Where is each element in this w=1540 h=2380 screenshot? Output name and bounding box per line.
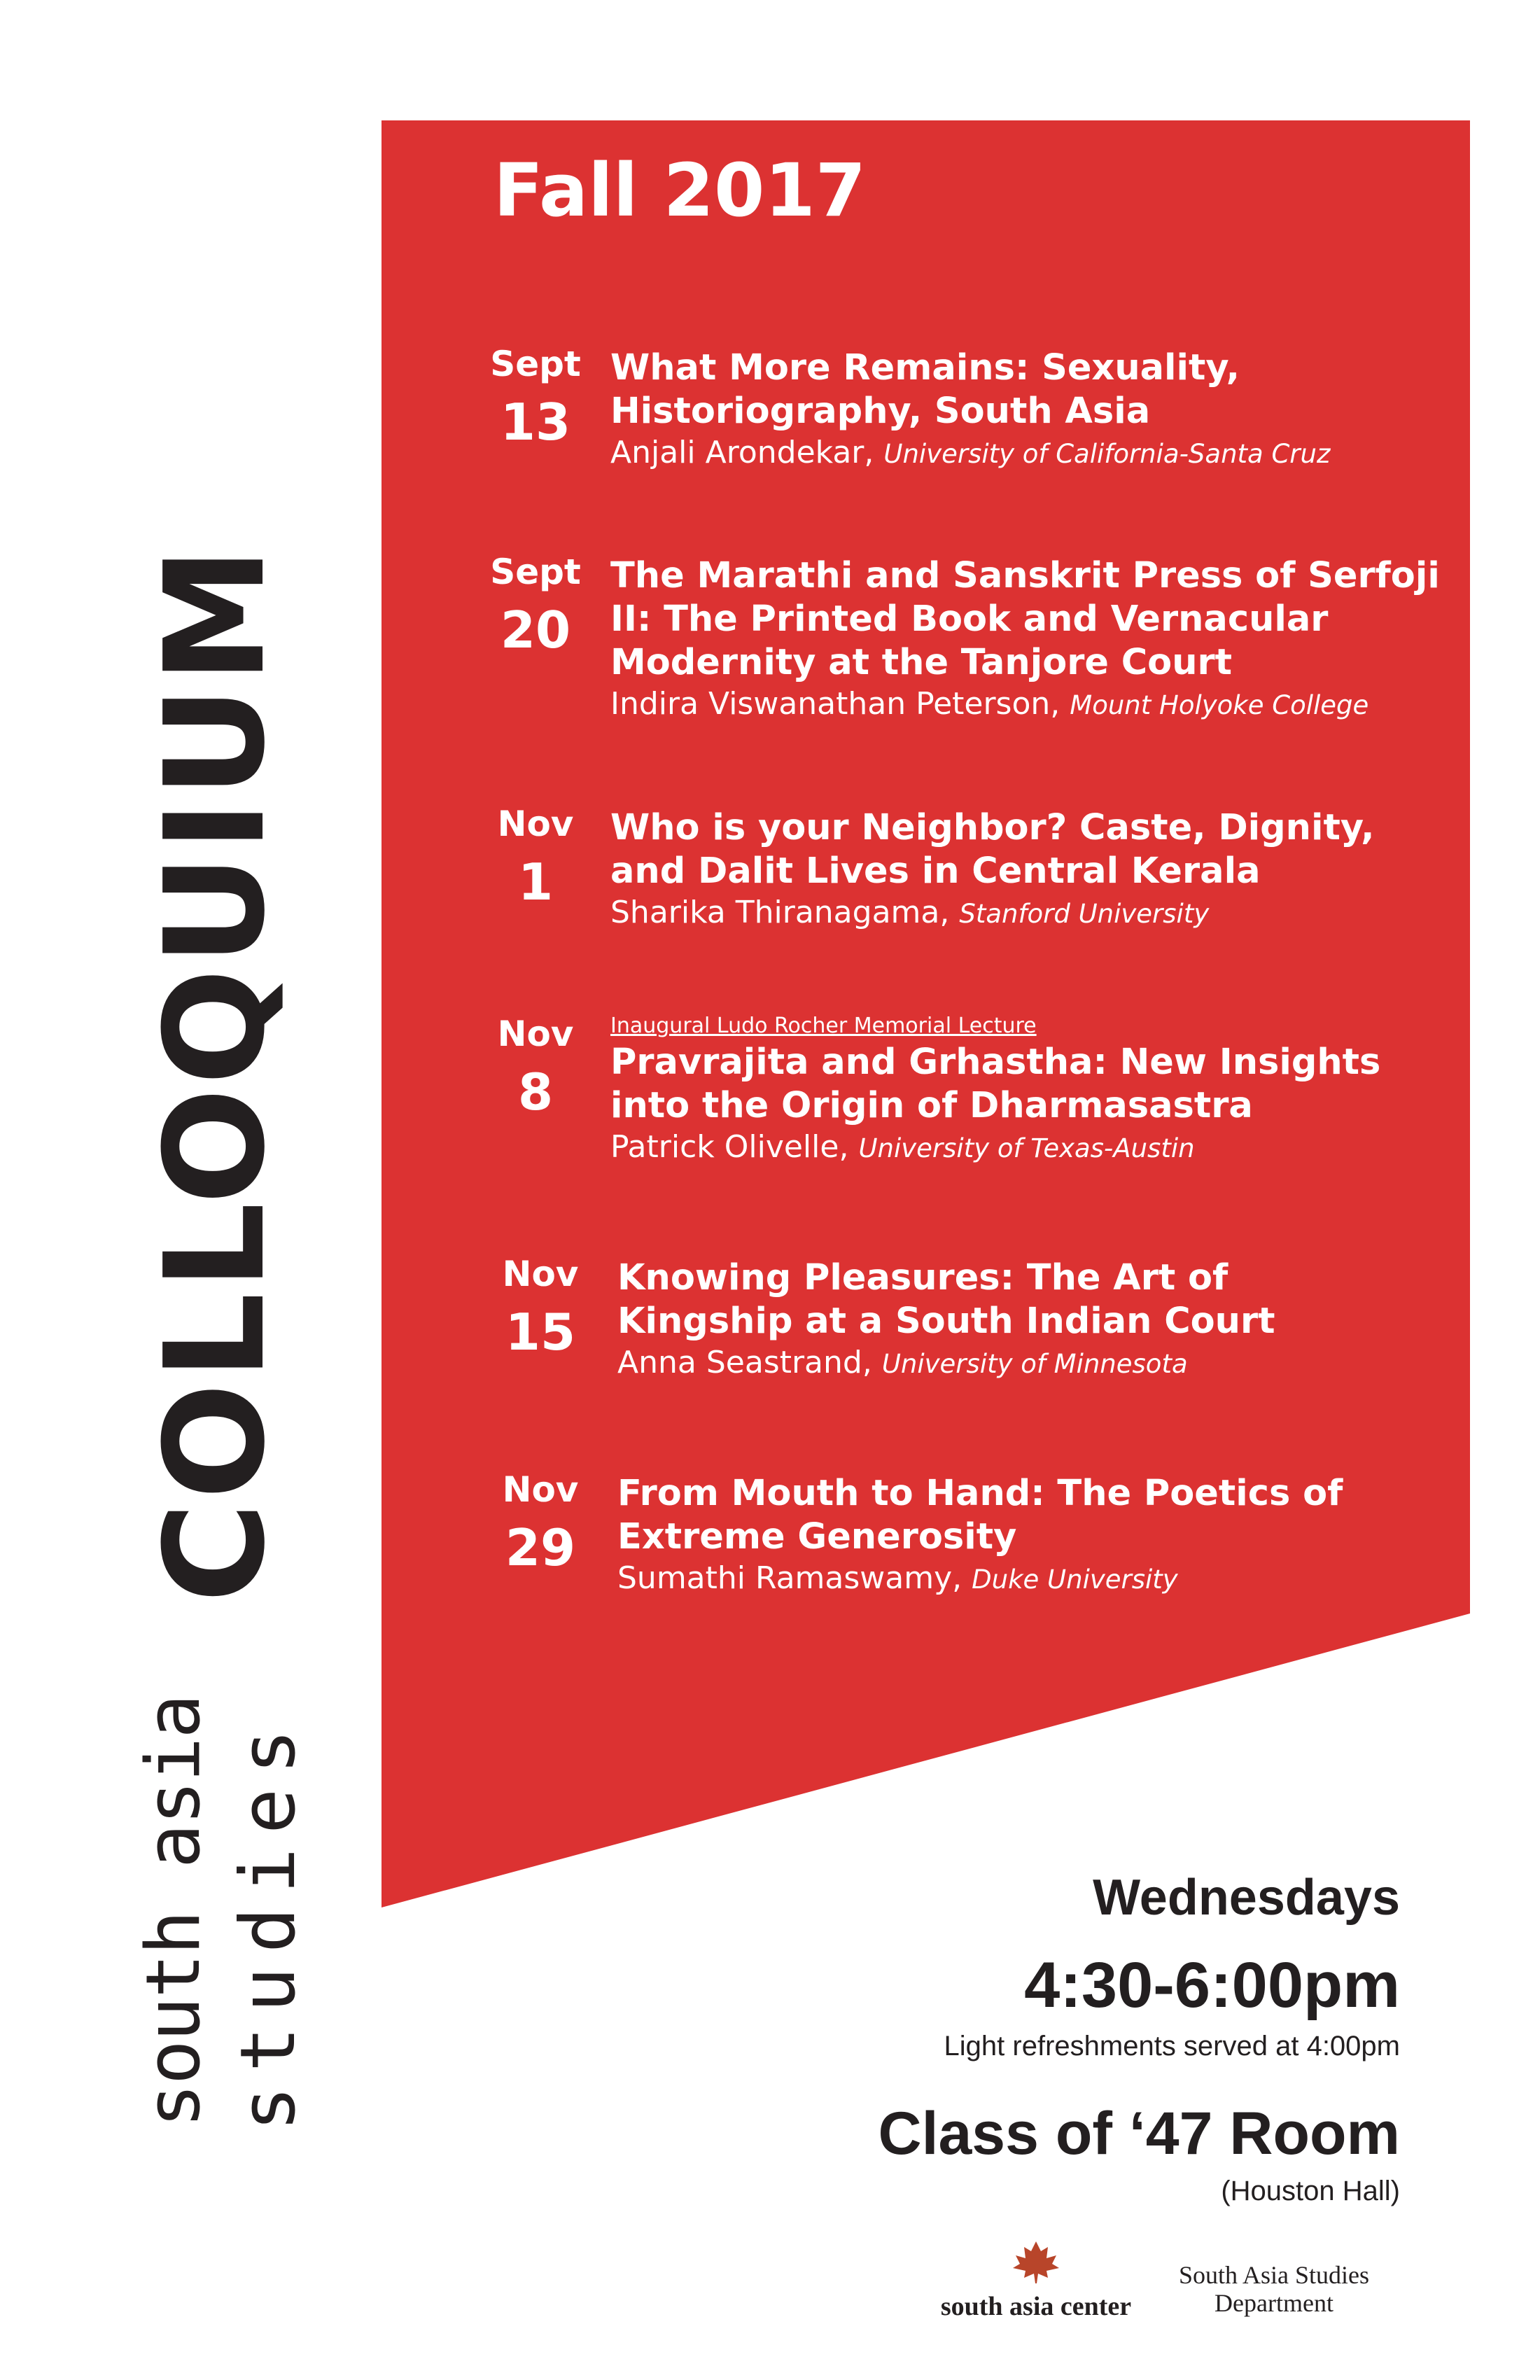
event-affiliation: Mount Holyoke College <box>1070 690 1369 720</box>
event-month: Nov <box>502 1254 579 1294</box>
event-affiliation: University of Minnesota <box>881 1349 1188 1379</box>
event-title: What More Remains: Sexuality, Historiography, South Asia <box>610 347 1240 432</box>
event-speaker: Sumathi Ramaswamy, <box>617 1560 962 1596</box>
event-note: Inaugural Ludo Rocher Memorial Lecture <box>610 1014 1037 1038</box>
event-info <box>610 1014 1436 1168</box>
event-info <box>617 1256 1408 1384</box>
event-info <box>610 346 1436 474</box>
south-asia-center-logo <box>917 2240 1155 2322</box>
event-day: 1 <box>517 853 554 911</box>
event-month: Nov <box>497 804 574 844</box>
event-date <box>486 1014 584 1121</box>
season-title: Fall 2017 <box>493 148 867 233</box>
event-speaker-line <box>610 1128 1436 1168</box>
event-speaker-line <box>610 685 1450 725</box>
event-speaker: Patrick Olivelle, <box>610 1129 849 1165</box>
event-affiliation: University of Texas-Austin <box>858 1133 1195 1163</box>
event-speaker: Sharika Thiranagama, <box>610 895 950 930</box>
south-asia-studies-department-logo <box>1162 2261 1386 2317</box>
venue-room: Class of ‘47 Room <box>878 2100 1400 2167</box>
event-day: 13 <box>500 393 571 451</box>
south-asia-wordmark: south asia <box>130 1695 216 2128</box>
event-speaker-line <box>610 893 1436 934</box>
event-info <box>617 1472 1457 1600</box>
event-date <box>491 1254 589 1362</box>
event-title: Who is your Neighbor? Caste, Dignity, and Dalit Lives in Central Kerala <box>610 807 1375 892</box>
event-affiliation: Duke University <box>972 1564 1178 1595</box>
meeting-time: 4:30-6:00pm <box>1024 1949 1400 2021</box>
event-day: 29 <box>505 1518 576 1577</box>
department-name-line2: Department <box>1214 2289 1334 2317</box>
event-speaker-line <box>617 1343 1408 1384</box>
event-date <box>486 804 584 911</box>
maple-leaf-icon <box>1011 2240 1060 2285</box>
colloquium-headline: COLLOQUIUM <box>136 544 295 1603</box>
event-month: Sept <box>490 344 581 384</box>
event-month: Nov <box>502 1469 579 1510</box>
event-title: Pravrajita and Grhastha: New Insights into the Origin of Dharmasastra <box>610 1042 1381 1126</box>
event-affiliation: Stanford University <box>959 899 1210 929</box>
event-date <box>486 344 584 451</box>
event-day: 8 <box>517 1063 554 1121</box>
event-speaker: Anna Seastrand, <box>617 1345 872 1380</box>
event-speaker-line <box>610 433 1436 474</box>
event-title: From Mouth to Hand: The Poetics of Extreme Generosity <box>617 1473 1343 1558</box>
event-affiliation: University of California-Santa Cruz <box>883 439 1331 469</box>
event-speaker-line <box>617 1559 1457 1600</box>
refreshments-note: Light refreshments served at 4:00pm <box>944 2031 1400 2062</box>
event-day: 15 <box>505 1303 576 1362</box>
event-info <box>610 806 1436 934</box>
south-asia-center-name: south asia center <box>940 2292 1132 2321</box>
event-month: Sept <box>490 552 581 592</box>
event-date <box>486 552 584 659</box>
event-day: 20 <box>500 601 571 659</box>
event-speaker: Indira Viswanathan Peterson, <box>610 686 1060 722</box>
event-info <box>610 554 1450 725</box>
studies-wordmark: studies <box>225 1714 312 2132</box>
meeting-day: Wednesdays <box>1093 1870 1400 1926</box>
event-title: The Marathi and Sanskrit Press of Serfoji II: The Printed Book and Vernacular Modernity at the Tanjore Court <box>610 555 1440 683</box>
event-month: Nov <box>497 1014 574 1054</box>
event-speaker: Anjali Arondekar, <box>610 435 874 470</box>
event-title: Knowing Pleasures: The Art of Kingship at a South Indian Court <box>617 1257 1275 1342</box>
department-name-line1: South Asia Studies <box>1178 2261 1370 2289</box>
event-date <box>491 1469 589 1577</box>
venue-building: (Houston Hall) <box>1221 2176 1400 2206</box>
